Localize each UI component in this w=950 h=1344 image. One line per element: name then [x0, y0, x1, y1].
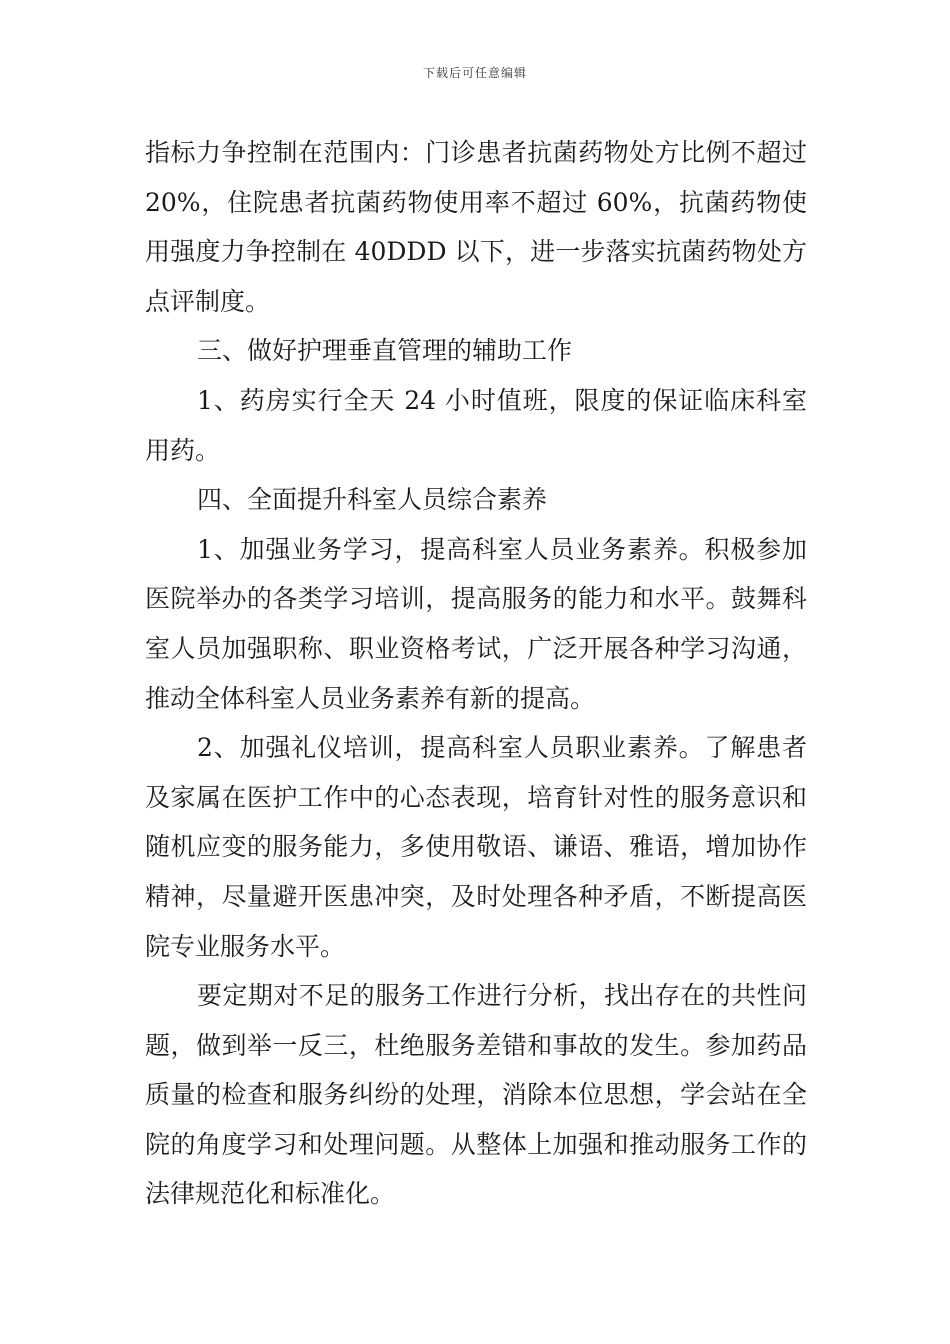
page-header: 下载后可任意编辑 — [422, 66, 527, 80]
paragraph-item: 要定期对不足的服务工作进行分析，找出存在的共性问题，做到举一反三，杜绝服务差错和事故的发生。参加药品质量的检查和服务纠纷的处理，消除本位思想，学会站在全院的角度学习和处理问题。从整体上加强和推动服务工作的法律规范化和标准化。 — [145, 981, 807, 1209]
paragraph-item: 1、加强业务学习，提高科室人员业务素养。积极参加医院举办的各类学习培训，提高服务的能力和水平。鼓舞科室人员加强职称、职业资格考试，广泛开展各种学习沟通，推动全体科室人员业务素养有新的提高。 — [145, 534, 807, 713]
paragraph-item: 2、加强礼仪培训，提高科室人员职业素养。了解患者及家属在医护工作中的心态表现，培育针对性的服务意识和随机应变的服务能力，多使用敬语、谦语、雅语，增加协作精神，尽量避开医患冲突，及时处理各种矛盾，不断提高医院专业服务水平。 — [145, 733, 807, 961]
section-heading-4: 四、全面提升科室人员综合素养 — [197, 485, 548, 515]
paragraph-continuation: 指标力争控制在范围内：门诊患者抗菌药物处方比例不超过 20%，住院患者抗菌药物使用率不超过 60%，抗菌药物使用强度力争控制在 40DDD 以下，进一步落实抗菌药物处方点评制度。 — [145, 138, 807, 316]
document-body — [145, 128, 807, 1219]
paragraph-item: 1、药房实行全天 24 小时值班，限度的保证临床科室用药。 — [145, 385, 807, 465]
section-heading-3: 三、做好护理垂直管理的辅助工作 — [197, 336, 573, 366]
